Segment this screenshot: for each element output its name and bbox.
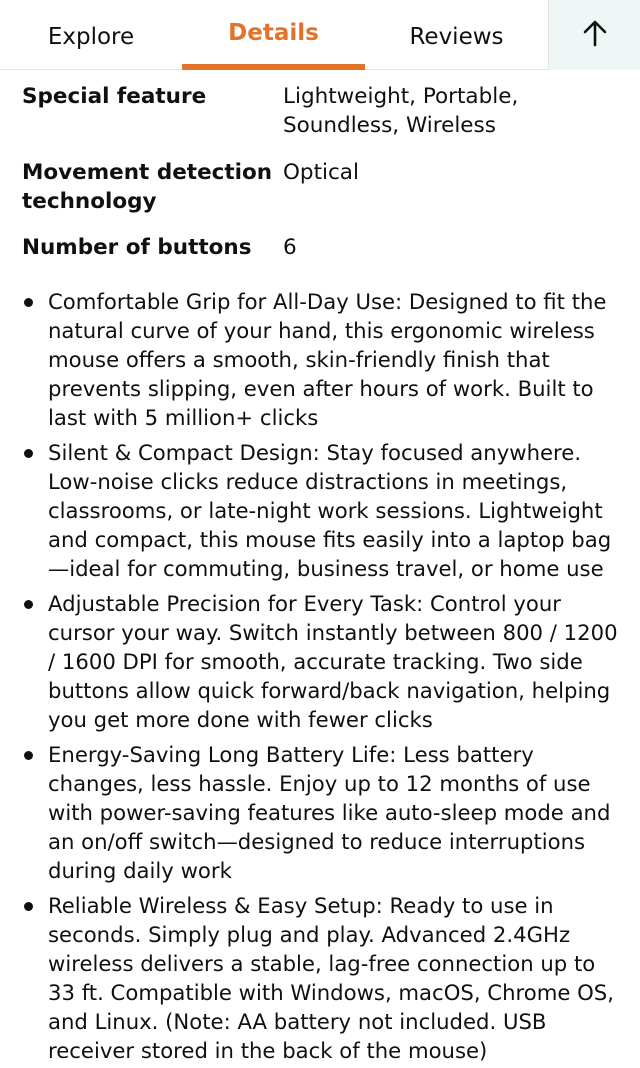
bullet-dot-icon [24,298,33,307]
bullet-dot-icon [24,600,33,609]
feature-bullet-text: Silent & Compact Design: Stay focused anywhere. Low-noise clicks reduce distractions in meetings, classrooms, or late-night work sessions. Lightweight and compact, this mouse fits easily into a laptop bag—ideal for commuting, business travel, or home use [48,440,612,581]
feature-bullet-text: Energy-Saving Long Battery Life: Less battery changes, less hassle. Enjoy up to 12 months of use with power-saving features like auto-sleep mode and an on/off switch—designed to reduce interruptions during daily work [48,742,611,883]
spec-value: Lightweight, Portable, Soundless, Wireless [283,84,519,138]
feature-bullet [22,287,622,432]
spec-row [22,233,622,273]
spec-row [22,158,622,233]
product-specs-table [22,82,622,273]
feature-bullet [22,438,622,583]
spec-value: 6 [283,235,297,260]
spec-key: Special feature [22,84,207,109]
feature-bullet-text: Comfortable Grip for All-Day Use: Designed to fit the natural curve of your hand, this ergonomic wireless mouse offers a smooth, skin-friendly finish that prevents slipping, even after hours of work. Built to last with 5 million+ clicks [48,289,607,430]
tab-explore[interactable]: Explore [47,24,135,50]
active-tab-indicator [182,64,365,70]
feature-bullet-text: Reliable Wireless & Easy Setup: Ready to use in seconds. Simply plug and play. Advanced 2.4GHz wireless delivers a stable, lag-free connection up to 33 ft. Compatible with Windows, macOS, Chrome OS, and Linux. (Note: AA battery not included. USB receiver stored in the back of the mouse) [48,893,614,1063]
feature-bullet-list [22,287,622,1068]
spec-value: Optical [283,160,359,185]
feature-bullet [22,740,622,885]
feature-bullet [22,589,622,734]
tab-details[interactable]: Details [228,20,319,46]
feature-bullet [22,891,622,1065]
bullet-dot-icon [24,449,33,458]
spec-row [22,82,622,158]
bullet-dot-icon [24,751,33,760]
scroll-to-top-button[interactable] [548,0,640,70]
arrow-up-icon [582,19,608,51]
spec-key: Movement detection technology [22,160,273,214]
bullet-dot-icon [24,902,33,911]
feature-bullet-text: Adjustable Precision for Every Task: Control your cursor your way. Switch instantly between 800 / 1200 / 1600 DPI for smooth, accurate tracking. Two side buttons allow quick forward/back navigation, helping you get more done with fewer clicks [48,591,618,732]
spec-key: Number of buttons [22,235,252,260]
tab-reviews[interactable]: Reviews [409,24,504,50]
tab-bar [0,0,640,70]
